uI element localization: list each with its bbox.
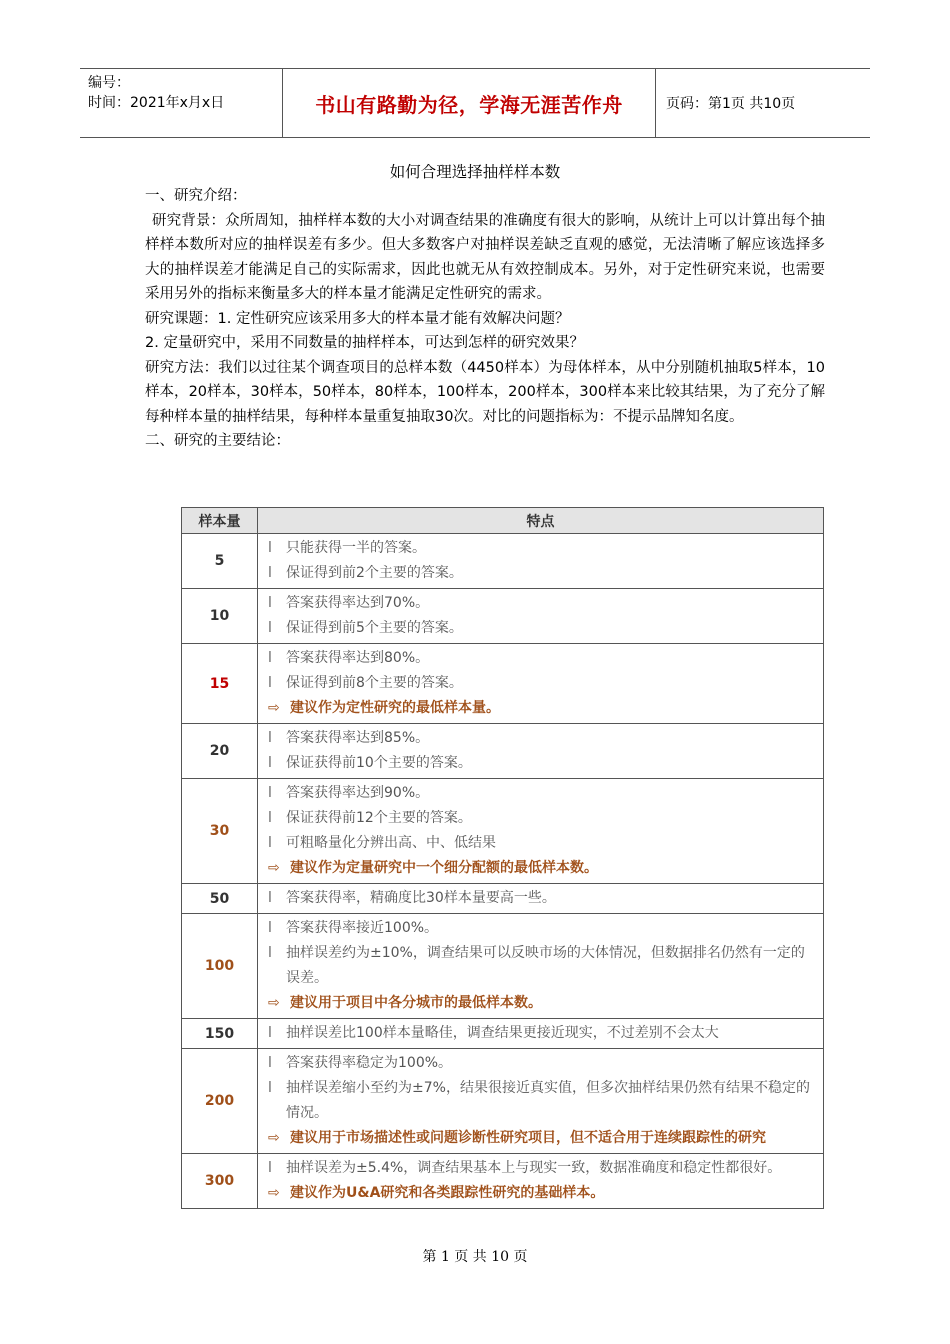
bullet-icon: l (268, 1080, 272, 1096)
arrow-right-icon: ⇨ (268, 995, 280, 1011)
recommendation-text: 建议作为定性研究的最低样本量。 (290, 700, 500, 716)
bullet-icon: l (268, 1160, 272, 1176)
bullet-icon: l (268, 785, 272, 801)
section2-heading: 二、研究的主要结论： (145, 433, 290, 449)
features-cell (258, 644, 824, 724)
page-footer: 第 1 页 共 10 页 (422, 1249, 528, 1265)
feature-text: 答案获得率达到85%。 (286, 730, 430, 746)
sample-size-cell: 5 (182, 534, 258, 589)
research-background: 研究背景：众所周知，抽样样本数的大小对调查结果的准确度有很大的影响，从统计上可以计算出每个抽样样本数所对应的抽样误差有多少。但大多数客户对抽样误差缺乏直观的感觉，无法清晰了解应该选择多大的抽样误差才能满足自己的实际需求，因此也就无从有效控制成本。另外，对于定性研究来说，也需要采用另外的指标来衡量多大的样本量才能满足定性研究的需求。 (145, 212, 825, 302)
sample-size-cell: 150 (182, 1019, 258, 1049)
feature-text: 可粗略量化分辨出高、中、低结果 (286, 835, 496, 851)
bullet-icon: l (268, 755, 272, 771)
feature-item (268, 616, 815, 641)
recommendation-text: 建议用于市场描述性或问题诊断性研究项目，但不适合用于连续跟踪性的研究 (290, 1130, 766, 1146)
features-cell (258, 1049, 824, 1154)
table-header-row (182, 508, 824, 534)
features-cell (258, 589, 824, 644)
doc-number-label: 编号： (88, 75, 130, 91)
research-method: 研究方法：我们以过往某个调查项目的总样本数（4450样本）为母体样本，从中分别随机抽取5样本，10样本，20样本，30样本，50样本，80样本，100样本，200样本，300样本来比较其结果，为了充分了解每种样本量的抽样结果，每种样本量重复抽取30次。对比的问题指标为：不提示品牌知名度。 (145, 359, 825, 425)
bullet-icon: l (268, 565, 272, 581)
recommendation-item (268, 696, 815, 721)
feature-text: 答案获得率达到90%。 (286, 785, 430, 801)
recommendation-text: 建议作为U&A研究和各类跟踪性研究的基础样本。 (290, 1185, 605, 1201)
header-motto: 书山有路勤为径，学海无涯苦作舟 (282, 69, 656, 137)
table-body (182, 534, 824, 1209)
table-row (182, 724, 824, 779)
conclusion-table (181, 507, 824, 1209)
bullet-icon: l (268, 920, 272, 936)
sample-size-cell: 30 (182, 779, 258, 884)
research-topic-1: 研究课题：1. 定性研究应该采用多大的样本量才能有效解决问题？ (145, 310, 570, 327)
sample-size-cell: 10 (182, 589, 258, 644)
features-cell (258, 884, 824, 914)
bullet-icon: l (268, 945, 272, 961)
arrow-right-icon: ⇨ (268, 700, 280, 716)
features-cell (258, 724, 824, 779)
feature-text: 抽样误差缩小至约为±7%，结果很接近真实值，但多次抽样结果仍然有结果不稳定的情况。 (286, 1080, 810, 1121)
feature-item (268, 671, 815, 696)
feature-text: 只能获得一半的答案。 (286, 540, 426, 556)
feature-text: 保证获得前12个主要的答案。 (286, 810, 472, 826)
sample-size-cell: 100 (182, 914, 258, 1019)
feature-text: 保证得到前2个主要的答案。 (286, 565, 463, 581)
feature-text: 答案获得率达到80%。 (286, 650, 430, 666)
feature-item (268, 591, 815, 616)
feature-item (268, 1156, 815, 1181)
feature-text: 答案获得率，精确度比30样本量要高一些。 (286, 890, 556, 906)
feature-item (268, 941, 815, 991)
feature-item (268, 1076, 815, 1126)
bullet-icon: l (268, 730, 272, 746)
feature-item (268, 726, 815, 751)
feature-text: 抽样误差比100样本量略佳，调查结果更接近现实，不过差别不会太大 (286, 1025, 719, 1041)
recommendation-item (268, 991, 815, 1016)
table-row (182, 1049, 824, 1154)
table-row (182, 779, 824, 884)
feature-text: 保证得到前5个主要的答案。 (286, 620, 463, 636)
bullet-icon: l (268, 890, 272, 906)
page-header (80, 68, 870, 138)
feature-item (268, 831, 815, 856)
sample-size-cell: 50 (182, 884, 258, 914)
features-cell (258, 779, 824, 884)
table-row (182, 1154, 824, 1209)
feature-item (268, 1051, 815, 1076)
bullet-icon: l (268, 1025, 272, 1041)
bullet-icon: l (268, 1055, 272, 1071)
table-row (182, 1019, 824, 1049)
table-row (182, 884, 824, 914)
arrow-right-icon: ⇨ (268, 1185, 280, 1201)
column-header-features: 特点 (258, 508, 824, 534)
features-cell (258, 1154, 824, 1209)
table-row (182, 644, 824, 724)
table-row (182, 914, 824, 1019)
doc-date-label: 时间：2021年x月x日 (88, 95, 225, 111)
features-cell (258, 914, 824, 1019)
header-page-label: 页码：第1页 共10页 (666, 96, 796, 112)
bullet-icon: l (268, 810, 272, 826)
research-topic-2: 2. 定量研究中，采用不同数量的抽样样本，可达到怎样的研究效果？ (145, 335, 584, 351)
column-header-sample-size: 样本量 (182, 508, 258, 534)
section1-heading: 一、研究介绍： (145, 188, 247, 204)
sample-size-cell: 300 (182, 1154, 258, 1209)
bullet-icon: l (268, 540, 272, 556)
bullet-icon: l (268, 650, 272, 666)
feature-item (268, 886, 815, 911)
bullet-icon: l (268, 835, 272, 851)
sample-size-cell: 20 (182, 724, 258, 779)
recommendation-text: 建议作为定量研究中一个细分配额的最低样本数。 (290, 860, 598, 876)
sample-size-cell: 200 (182, 1049, 258, 1154)
features-cell (258, 534, 824, 589)
feature-item (268, 646, 815, 671)
bullet-icon: l (268, 595, 272, 611)
recommendation-text: 建议用于项目中各分城市的最低样本数。 (290, 995, 542, 1011)
feature-item (268, 916, 815, 941)
bullet-icon: l (268, 675, 272, 691)
intro-section (145, 184, 825, 454)
recommendation-item (268, 1126, 815, 1151)
feature-item (268, 561, 815, 586)
bullet-icon: l (268, 620, 272, 636)
feature-text: 答案获得率达到70%。 (286, 595, 430, 611)
feature-item (268, 751, 815, 776)
feature-item (268, 806, 815, 831)
feature-text: 抽样误差约为±10%，调查结果可以反映市场的大体情况，但数据排名仍然有一定的误差。 (286, 945, 805, 986)
arrow-right-icon: ⇨ (268, 860, 280, 876)
header-meta (80, 69, 282, 137)
feature-text: 保证获得前10个主要的答案。 (286, 755, 472, 771)
recommendation-item (268, 856, 815, 881)
feature-text: 答案获得率稳定为100%。 (286, 1055, 453, 1071)
feature-text: 保证得到前8个主要的答案。 (286, 675, 463, 691)
features-cell (258, 1019, 824, 1049)
feature-item (268, 536, 815, 561)
feature-item (268, 1021, 815, 1046)
document-title: 如何合理选择抽样样本数 (389, 163, 561, 181)
arrow-right-icon: ⇨ (268, 1130, 280, 1146)
feature-text: 答案获得率接近100%。 (286, 920, 439, 936)
feature-text: 抽样误差为±5.4%，调查结果基本上与现实一致，数据准确度和稳定性都很好。 (286, 1160, 782, 1176)
feature-item (268, 781, 815, 806)
table-row (182, 534, 824, 589)
table-row (182, 589, 824, 644)
sample-size-cell: 15 (182, 644, 258, 724)
recommendation-item (268, 1181, 815, 1206)
